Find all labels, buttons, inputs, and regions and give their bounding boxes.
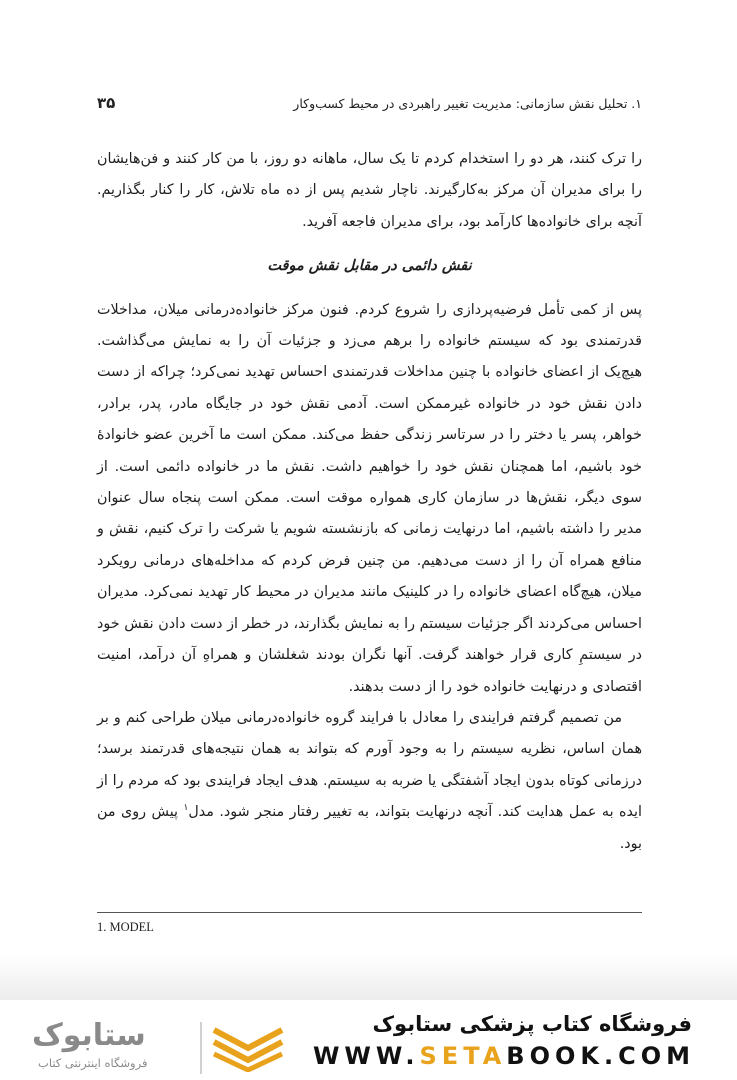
paragraph-3 <box>97 703 642 860</box>
footnote: 1. MODEL <box>97 920 154 934</box>
paragraph-2: پس از کمی تأمل فرضیه‌پردازی را شروع کردم. فنون مرکز خانواده‌درمانی میلان، مداخلات قدرتمندی بود که سیستم خانواده را برهم می‌زد و جزئیات آن را به نمایش می‌گذاشت. هیچ‌یک از اعضای خانواده با چنین مداخلات قدرتمندی احساس تهدید نمی‌کرد؛ چراکه از دست دادن نقش خود در خانواده غیرممکن است. آدمی نقش خود در جایگاه مادر، پدر، برادر، خواهر، پسر یا دختر را در سرتاسر زندگی حفظ می‌کند. ممکن است ما آخرین عضو خانوادهٔ خود باشیم، اما همچنان نقش خود را خواهیم داشت. نقش ما در خانواده دائمی است. از سوی دیگر، نقش‌ها در سازمان کاری همواره موقت است. ممکن است پنجاه سال عنوان مدیر را داشته باشیم، اما درنهایت زمانی که بازنشسته شویم یا شرکت را ترک کنیم، نقش و منافع همراه آن را از دست می‌دهیم. من چنین فرض کردم که مداخله‌های درمانی رویکرد میلان، هیچ‌گاه اعضای خانواده را در کلینیک مانند مدیران در محیط کار تهدید نمی‌کرد. مدیران احساس می‌کردند اگر جزئیات سیستم را به نمایش بگذارند، در خطر از دست دادن نقش خود در سیستمِ کاری قرار خواهند گرفت. آنها نگران بودند شغلشان و همراهِ آن درآمد، امنیت اقتصادی و درنهایت خانواده خود را از دست بدهند. <box>97 301 642 695</box>
url-prefix: WWW. <box>312 1042 420 1070</box>
store-name: فروشگاه کتاب پزشکی ستابوک <box>372 1012 692 1036</box>
store-logo <box>32 1018 292 1078</box>
logo-divider <box>200 1022 202 1074</box>
running-header <box>97 94 642 116</box>
section-heading: نقش دائمی در مقابل نقش موقت <box>267 258 472 275</box>
url-accent: SETA <box>419 1042 507 1070</box>
logo-subtitle: فروشگاه اینترنتی کتاب <box>38 1056 148 1070</box>
store-url[interactable] <box>313 1042 695 1070</box>
book-stack-icon <box>210 1026 286 1072</box>
page-number: ۳۵ <box>97 94 116 112</box>
page-bottom-fade <box>0 955 737 1000</box>
chapter-title: ۱. تحلیل نقش سازمانی: مدیریت تغییر راهبردی در محیط کسب‌وکار <box>293 96 642 111</box>
body-text <box>97 144 642 860</box>
paragraph-3-end: پیش روی من بود. <box>97 804 642 852</box>
paragraph-1: را ترک کنند، هر دو را استخدام کردم تا یک سال، ماهانه دو روز، با من کار کنند و فن‌هایشان را برای مدیران آن مرکز به‌کارگیرند. ناچار شدیم پس از ده ماه تلاش، کار را کنار بگذاریم. آنچه برای خانواده‌ها کارآمد بود، برای مدیران فاجعه آفرید. <box>97 151 642 230</box>
logo-wordmark: ستابوک <box>32 1018 146 1053</box>
url-suffix: BOOK.COM <box>506 1042 695 1070</box>
footnote-divider <box>97 912 642 913</box>
paragraph-3-text: من تصمیم گرفتم فرایندی را معادل با فرایند گروه خانواده‌درمانی میلان طراحی کنم و بر همان اساس، نظریه سیستم را به وجود آورم که بتواند به همان نتیجه‌های قدرتمند برسد؛ درزمانی کوتاه بدون ایجاد آشفتگی یا ضربه به سیستم. هدف ایجاد فرایندی بود که مردم را از ایده به عمل هدایت کند. آنچه درنهایت بتواند، به تغییر رفتار منجر شود. مدل <box>97 709 642 821</box>
footnote-marker: ۱ <box>183 803 189 814</box>
